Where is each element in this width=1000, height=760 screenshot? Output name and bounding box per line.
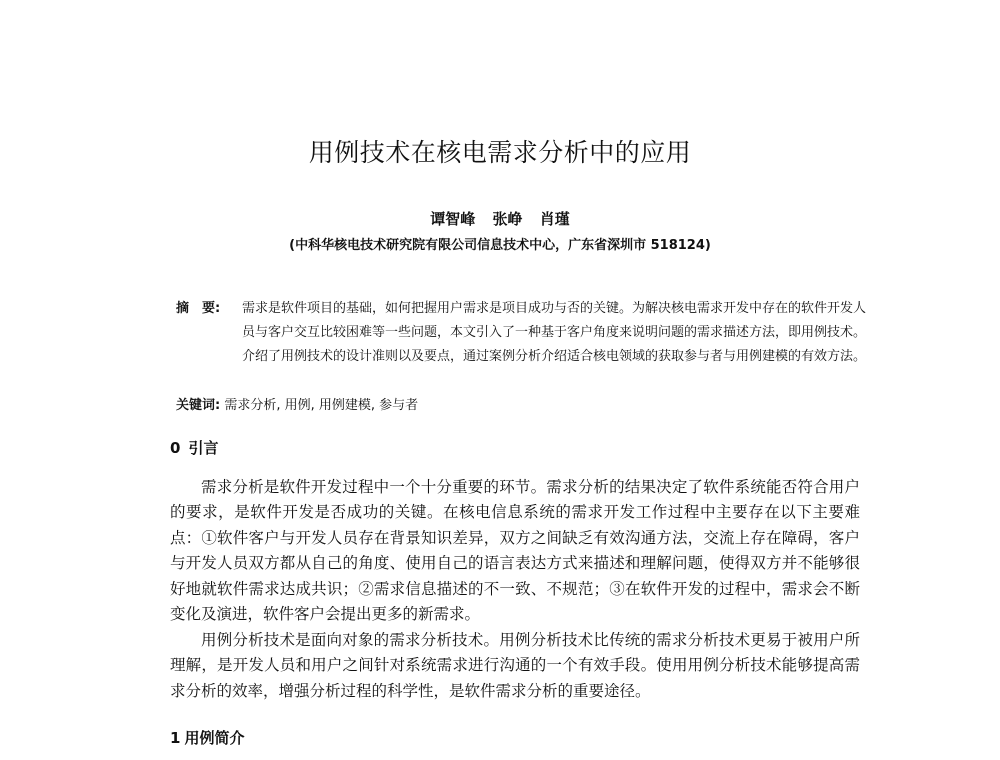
abstract-text: 需求是软件项目的基础，如何把握用户需求是项目成功与否的关键。为解决核电需求开发中存在的软件开发人员与客户交互比较困难等一些问题，本文引入了一种基于客户角度来说明问题的需求描述方法，即用例技术。介绍了用例技术的设计准则以及要点，通过案例分析介绍适合核电领域的获取参与者与用例建模的有效方法。	[242, 301, 867, 364]
body-paragraph: 需求分析是软件开发过程中一个十分重要的环节。需求分析的结果决定了软件系统能否符合用户的要求，是软件开发是否成功的关键。在核电信息系统的需求开发工作过程中主要存在以下主要难点：①软件客户与开发人员存在背景知识差异，双方之间缺乏有效沟通方法，交流上存在障碍，客户与开发人员双方都从自己的角度、使用自己的语言表达方式来描述和理解问题，使得双方并不能够很好地就软件需求达成共识；②需求信息描述的不一致、不规范；③在软件开发的过程中，需求会不断变化及演进，软件客户会提出更多的新需求。	[170, 478, 860, 624]
section-title: 引言	[188, 439, 219, 457]
author-list	[0, 208, 1000, 230]
author-affiliation: (中科华核电技术研究院有限公司信息技术中心，广东省深圳市 518124)	[289, 238, 711, 253]
body-paragraph: 用例分析技术是面向对象的需求分析技术。用例分析技术比传统的需求分析技术更易于被用户所理解，是开发人员和用户之间针对系统需求进行沟通的一个有效手段。使用用例分析技术能够提高需求分析的效率，增强分析过程的科学性，是软件需求分析的重要途径。	[170, 631, 860, 700]
abstract-label: 摘 要:	[176, 301, 221, 316]
keywords-label: 关键词:	[176, 398, 221, 413]
section-title: 用例简介	[184, 729, 245, 747]
author-name: 谭智峰	[430, 210, 476, 228]
section-number: 1	[170, 729, 181, 747]
paper-title: 用例技术在核电需求分析中的应用	[308, 138, 692, 167]
section-heading-intro	[170, 437, 218, 459]
keywords-text: 需求分析, 用例, 用例建模, 参与者	[224, 398, 419, 413]
abstract-block	[176, 297, 866, 369]
section-heading-use-case-intro	[170, 727, 244, 749]
section-number: 0	[170, 439, 181, 457]
keywords-block	[176, 394, 866, 418]
author-name: 张峥	[492, 210, 523, 228]
author-name: 肖瑾	[539, 210, 570, 228]
